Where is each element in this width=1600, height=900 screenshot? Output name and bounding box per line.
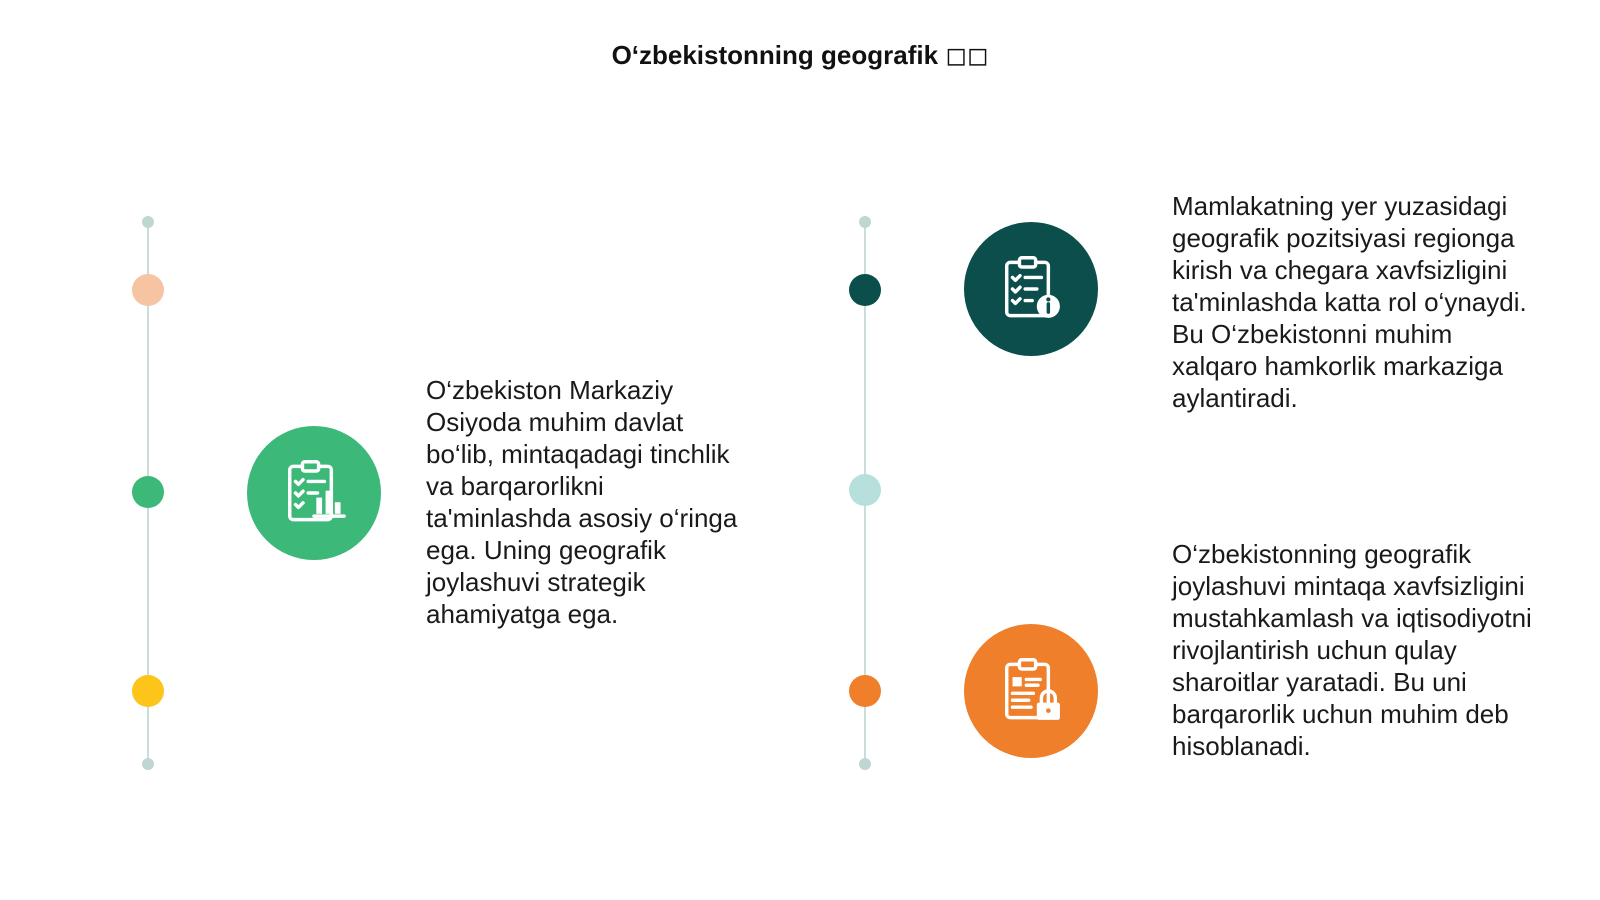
right-timeline-dot-light-teal [849,474,881,506]
item-text-2: Mamlakatning yer yuzasidagi geografik pozitsiyasi regionga kirish va chegara xavfsizligini ta'minlashda katta rol o‘ynaydi. Bu O‘zbekistonni muhim xalqaro hamkorlik markaziga aylantiradi. [1172,191,1527,413]
left-timeline-start-dot [142,216,154,228]
right-timeline-start-dot [859,216,871,228]
left-timeline-dot-green [132,476,164,508]
item-text-1: O‘zbekiston Markaziy Osiyoda muhim davlat bo‘lib, mintaqadagi tinchlik va barqarorlikni ta'minlashda asosiy o‘ringa ega. Uning geografik joylashuvi strategik ahamiyatga ega. [426,375,738,629]
right-timeline-end-dot [859,758,871,770]
item-text-3: O‘zbekistonning geografik joylashuvi mintaqa xavfsizligini mustahkamlash va iqtisodiyotni rivojlantirish uchun qulay sharoitlar yaratadi. Bu uni barqarorlik uchun muhim deb hisoblanadi. [1172,539,1532,761]
left-timeline-dot-peach [132,274,164,306]
clipboard-chart-icon [247,426,381,560]
page-title: O‘zbekistonning geografik ◻◻ [611,40,989,70]
right-timeline-dot-dark-teal [849,274,881,306]
clipboard-info-icon [964,222,1098,356]
left-timeline-end-dot [142,758,154,770]
right-timeline-dot-orange [849,675,881,707]
left-timeline-dot-yellow [132,675,164,707]
clipboard-lock-icon [964,624,1098,758]
